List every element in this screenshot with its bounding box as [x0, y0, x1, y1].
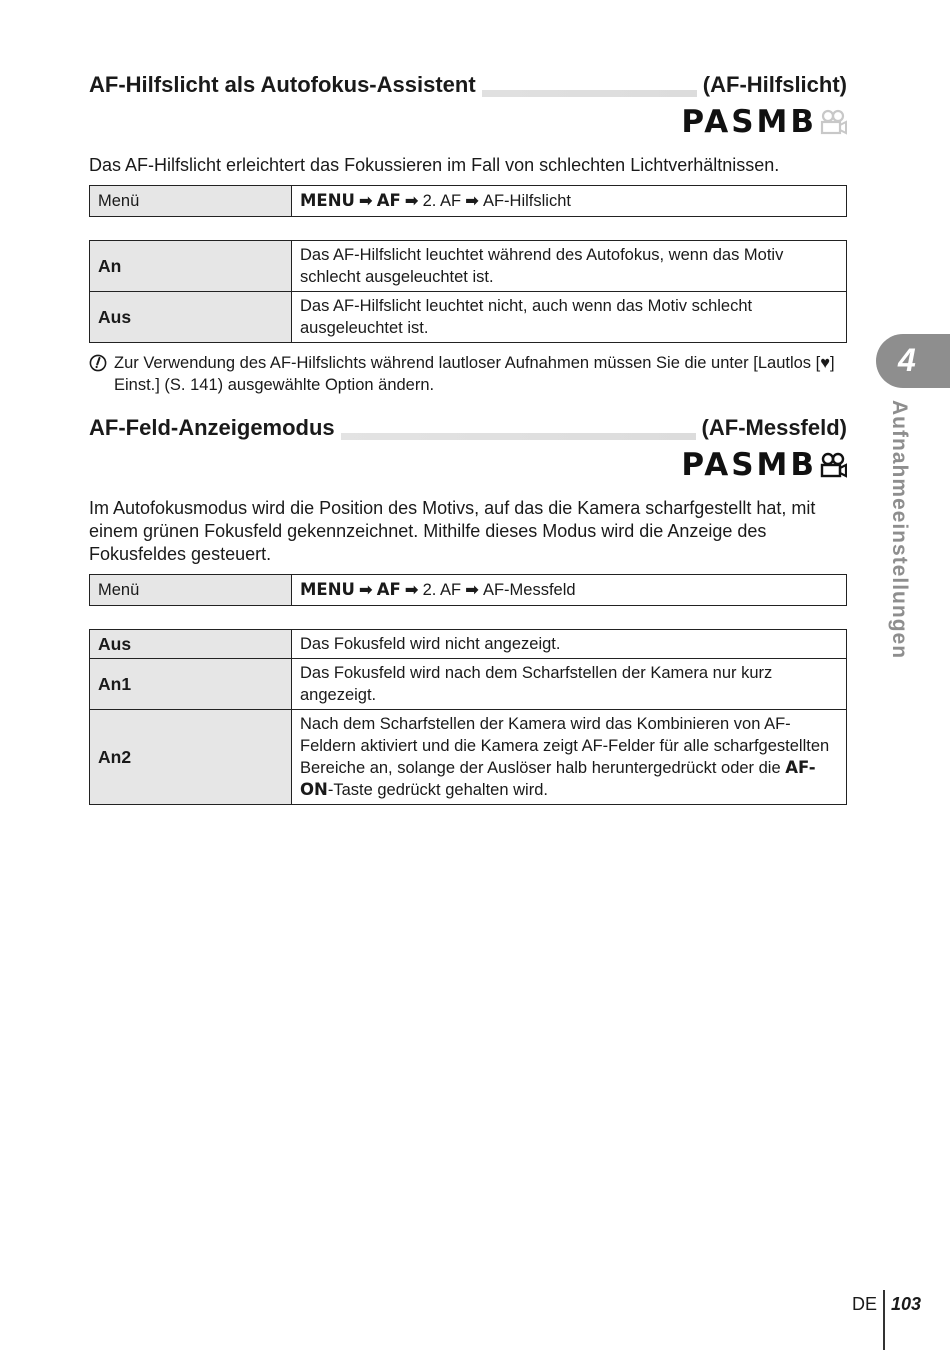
section-heading [89, 415, 847, 445]
af-word: AF [376, 191, 401, 210]
menu-step: 2. AF [422, 192, 462, 210]
menu-item: AF-Hilfslicht [482, 192, 571, 210]
shooting-modes [89, 104, 847, 140]
menu-path-table [89, 185, 847, 217]
menu-word: MENU [300, 580, 355, 599]
option-desc: Das AF-Hilfslicht leuchtet während des Autofokus, wenn das Motiv schlecht ausgeleuchtet ist. [292, 241, 847, 292]
intro-text: Das AF-Hilfslicht erleichtert das Fokussieren im Fall von schlechten Lichtverhältnissen. [89, 155, 780, 175]
shooting-modes [89, 447, 847, 483]
af-word: AF [376, 580, 401, 599]
option-desc: Das AF-Hilfslicht leuchtet nicht, auch wenn das Motiv schlecht ausgeleuchtet ist. [292, 292, 847, 343]
option-key: An2 [90, 710, 292, 805]
option-key: Aus [90, 630, 292, 659]
option-key: An [90, 241, 292, 292]
chapter-label: Aufnahmeeinstellungen [888, 400, 911, 660]
arrow-right-icon: ➡ [358, 580, 373, 599]
af-on-button-label: AF-ON [300, 758, 816, 799]
section-title: AF-Hilfslicht als Autofokus-Assistent [89, 72, 482, 98]
chapter-tab [876, 334, 950, 388]
option-key: An1 [90, 659, 292, 710]
table-row [90, 292, 847, 343]
page-number: 103 [891, 1294, 922, 1314]
table-row [90, 241, 847, 292]
movie-camera-icon [819, 452, 847, 478]
section-heading [89, 72, 847, 102]
section-af-hilfslicht [89, 72, 847, 396]
option-desc-text: -Taste gedrückt gehalten wird. [327, 781, 548, 799]
footer-language: DE [852, 1294, 878, 1314]
caution-note [89, 352, 847, 396]
arrow-right-icon: ➡ [465, 191, 479, 210]
mode-letters: PASMB [681, 104, 817, 140]
menu-path-table [89, 574, 847, 606]
table-row [90, 630, 847, 659]
options-table [89, 629, 847, 805]
table-row [90, 710, 847, 805]
option-desc [292, 710, 847, 805]
note-text: Zur Verwendung des AF-Hilfslichts während lautloser Aufnahmen müssen Sie die unter [Lautlos [♥] Einst.] (S. 141) ausgewählte Option ändern. [114, 354, 835, 394]
section-tag: (AF-Messfeld) [696, 415, 847, 441]
intro-text: Im Autofokusmodus wird die Position des Motivs, auf das die Kamera scharfgestellt hat, mit einem grünen Fokusfeld gekennzeichnet. Mithilfe dieses Modus wird die Anzeige des Fokusfeldes gesteuert. [89, 498, 816, 564]
arrow-right-icon: ➡ [404, 191, 419, 210]
menu-path [292, 575, 847, 606]
arrow-right-icon: ➡ [404, 580, 419, 599]
section-af-messfeld [89, 415, 847, 805]
menu-item: AF-Messfeld [482, 581, 576, 599]
arrow-right-icon: ➡ [358, 191, 373, 210]
table-row [90, 659, 847, 710]
menu-label: Menü [90, 575, 292, 606]
menu-word: MENU [300, 191, 355, 210]
option-key: Aus [90, 292, 292, 343]
menu-step: 2. AF [422, 581, 462, 599]
chapter-number: 4 [898, 342, 916, 378]
options-table [89, 240, 847, 343]
movie-camera-icon [819, 109, 847, 135]
option-desc: Das Fokusfeld wird nach dem Scharfstellen der Kamera nur kurz angezeigt. [292, 659, 847, 710]
section-tag: (AF-Hilfslicht) [697, 72, 847, 98]
arrow-right-icon: ➡ [465, 580, 479, 599]
caution-icon [89, 354, 107, 372]
section-title: AF-Feld-Anzeigemodus [89, 415, 341, 441]
option-desc-text: Nach dem Scharfstellen der Kamera wird das Kombinieren von AF-Feldern aktiviert und die Kamera zeigt AF-Felder für alle scharfgestellten Bereiche an, solange der Auslöser halb heruntergedrückt oder die [300, 715, 830, 777]
menu-path [292, 186, 847, 217]
footer-divider [883, 1290, 885, 1350]
option-desc: Das Fokusfeld wird nicht angezeigt. [292, 630, 847, 659]
menu-label: Menü [90, 186, 292, 217]
mode-letters: PASMB [681, 447, 817, 483]
